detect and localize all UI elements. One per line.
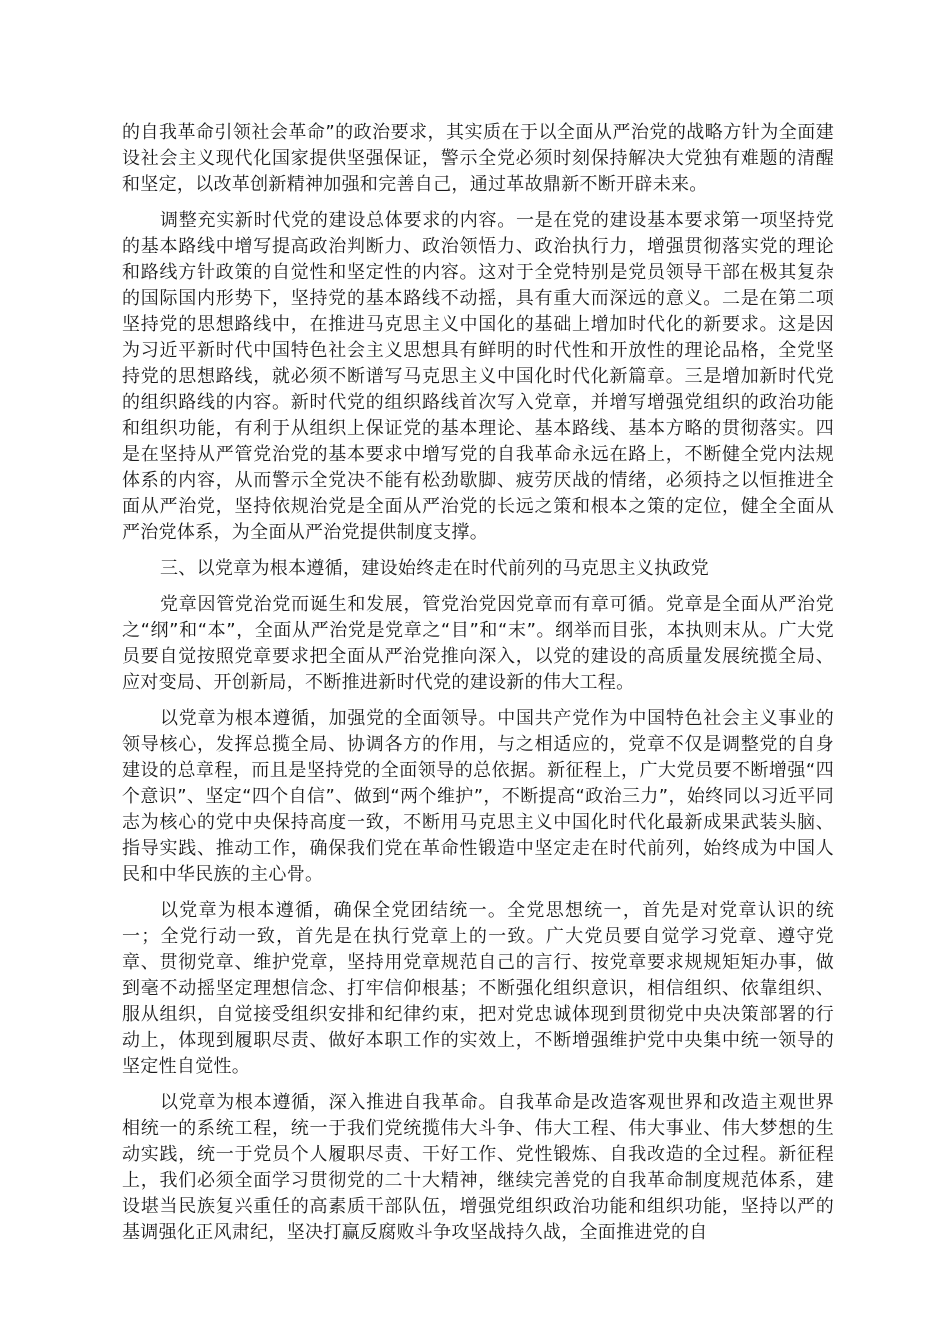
paragraph-5: 以党章为根本遵循，加强党的全面领导。中国共产党作为中国特色社会主义事业的领导核心，发挥总揽全局、协调各方的作用，与之相适应的，党章不仅是调整党的自身建设的总章程，而且是坚持党的全面领导的总依据。新征程上，广大党员要不断增强“四个意识”、坚定“四个自信”、做到“两个维护”，不断提高“政治三力”，始终同以习近平同志为核心的党中央保持高度一致，不断用马克思主义中国化时代化最新成果武装头脑、指导实践、推动工作，确保我们党在革命性锻造中坚定走在时代前列，始终成为中国人民和中华民族的主心骨。	[122, 708, 834, 885]
document-page	[122, 120, 834, 1256]
paragraph-4: 党章因管党治党而诞生和发展，管党治党因党章而有章可循。党章是全面从严治党之“纲”和“本”，全面从严治党是党章之“目”和“末”。纲举而目张，本执则末从。广大党员要自觉按照党章要求把全面从严治党推向深入，以党的建设的高质量发展统揽全局、应对变局、开创新局，不断推进新时代党的建设新的伟大工程。	[122, 594, 834, 693]
paragraph-6: 以党章为根本遵循，确保全党团结统一。全党思想统一，首先是对党章认识的统一；全党行动一致，首先是在执行党章上的一致。广大党员要自觉学习党章、遵守党章、贯彻党章、维护党章，坚持用党章规范自己的言行、按党章要求规规矩矩办事，做到毫不动摇坚定理想信念、打牢信仰根基；不断强化组织意识，相信组织、依靠组织、服从组织，自觉接受组织安排和纪律约束，把对党忠诚体现到贯彻党中央决策部署的行动上，体现到履职尽责、做好本职工作的实效上，不断增强维护党中央集中统一领导的坚定性自觉性。	[122, 900, 834, 1077]
paragraph-7: 以党章为根本遵循，深入推进自我革命。自我革命是改造客观世界和改造主观世界相统一的系统工程，统一于我们党统揽伟大斗争、伟大工程、伟大事业、伟大梦想的生动实践，统一于党员个人履职尽责、干好工作、党性锻炼、自我改造的全过程。新征程上，我们必须全面学习贯彻党的二十大精神，继续完善党的自我革命制度规范体系，建设堪当民族复兴重任的高素质干部队伍，增强党组织政治功能和组织功能，坚持以严的基调强化正风肃纪，坚决打赢反腐败斗争攻坚战持久战，全面推进党的自	[122, 1092, 834, 1243]
section-heading: 三、以党章为根本遵循，建设始终走在时代前列的马克思主义执政党	[160, 558, 709, 579]
paragraph-1: 的自我革命引领社会革命”的政治要求，其实质在于以全面从严治党的战略方针为全面建设社会主义现代化国家提供坚强保证，警示全党必须时刻保持解决大党独有难题的清醒和坚定，以改革创新精神加强和完善自己，通过革故鼎新不断开辟未来。	[122, 122, 834, 195]
paragraph-2: 调整充实新时代党的建设总体要求的内容。一是在党的建设基本要求第一项坚持党的基本路线中增写提高政治判断力、政治领悟力、政治执行力，增强贯彻落实党的理论和路线方针政策的自觉性和坚定性的内容。这对于全党特别是党员领导干部在极其复杂的国际国内形势下，坚持党的基本路线不动摇，具有重大而深远的意义。二是在第二项坚持党的思想路线中，在推进马克思主义中国化的基础上增加时代化的新要求。这是因为习近平新时代中国特色社会主义思想具有鲜明的时代性和开放性的理论品格，全党坚持党的思想路线，就必须不断谱写马克思主义中国化时代化新篇章。三是增加新时代党的组织路线的内容。新时代党的组织路线首次写入党章，并增写增强党组织的政治功能和组织功能，有利于从组织上保证党的基本理论、基本路线、基本方略的贯彻落实。四是在坚持从严管党治党的基本要求中增写党的自我革命永远在路上，不断健全党内法规体系的内容，从而警示全党决不能有松劲歇脚、疲劳厌战的情绪，必须持之以恒推进全面从严治党，坚持依规治党是全面从严治党的长远之策和根本之策的定位，健全全面从严治党体系，为全面从严治党提供制度支撑。	[122, 210, 834, 543]
